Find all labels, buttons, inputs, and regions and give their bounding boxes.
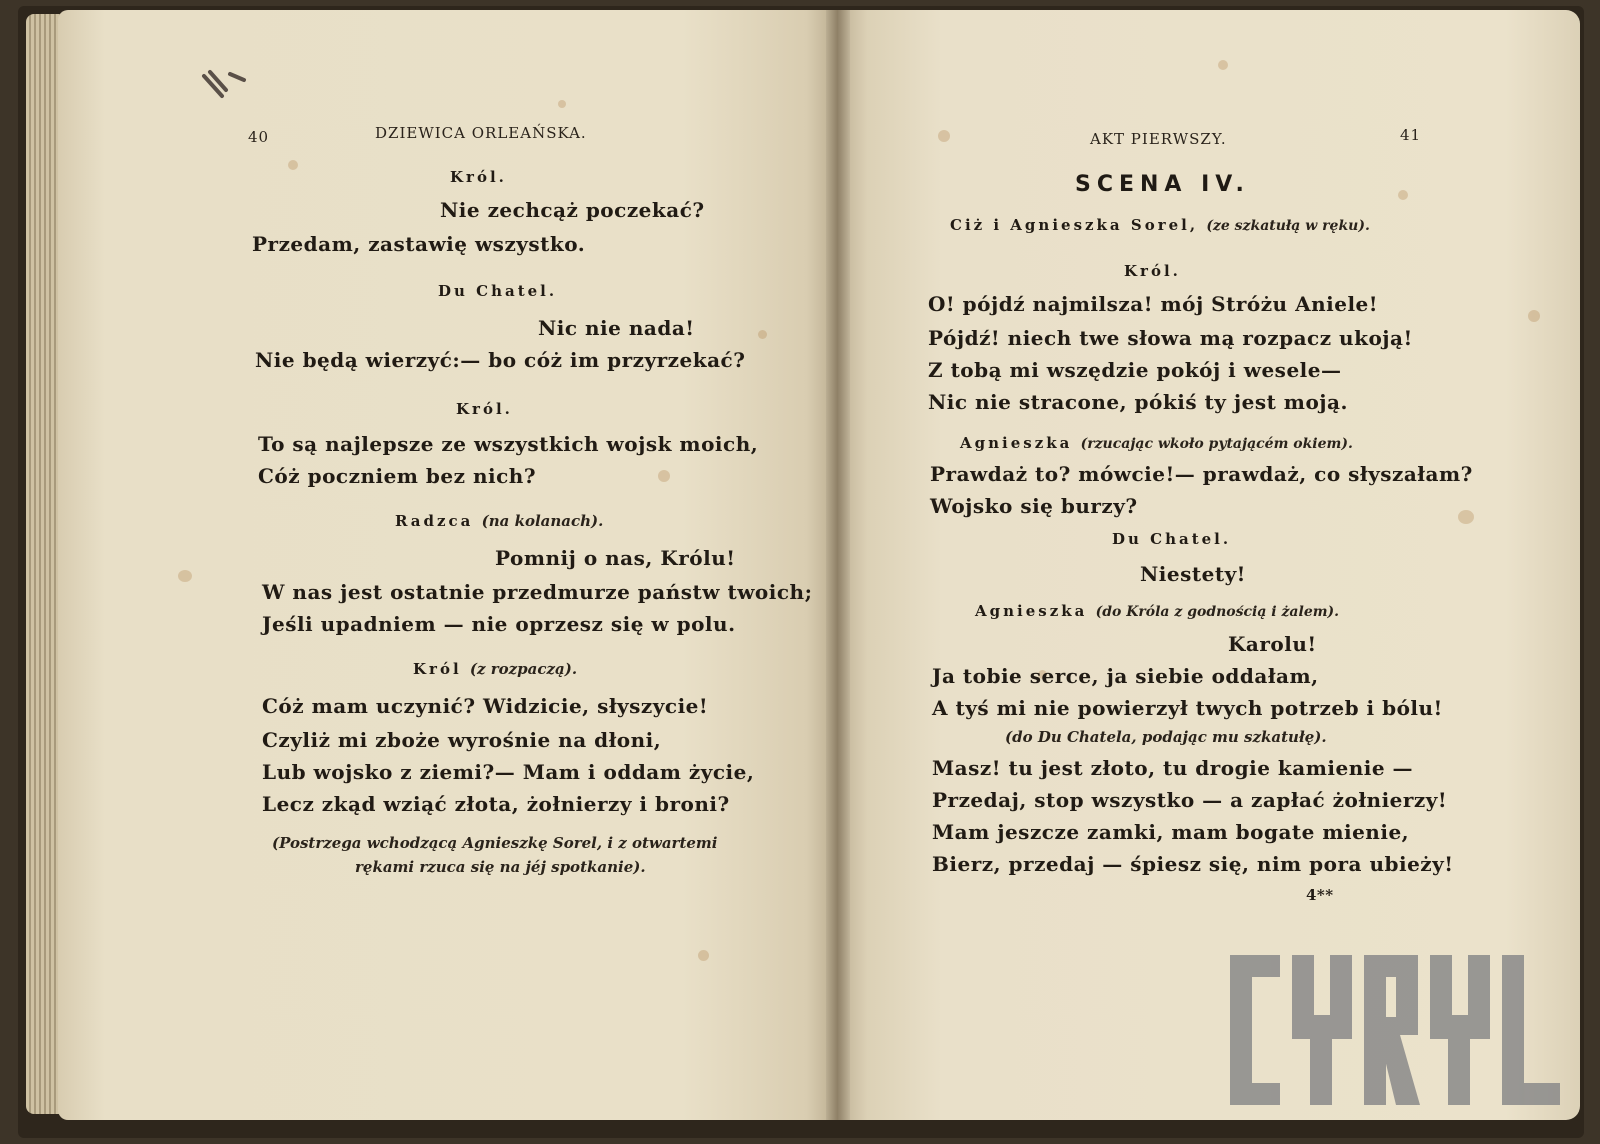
verse-line: Masz! tu jest złoto, tu drogie kamienie — (932, 756, 1414, 780)
verse-line: Pomnij o nas, Królu! (495, 546, 736, 570)
book-gutter (826, 10, 850, 1120)
verse-line: A tyś mi nie powierzył twych potrzeb i bólu! (932, 696, 1443, 720)
verse-line: Ja tobie serce, ja siebie oddałam, (932, 664, 1319, 688)
speaker-name (975, 602, 1339, 620)
verse-line: Cóż mam uczynić? Widzicie, słyszycie! (262, 694, 709, 718)
verse-line: Jeśli upadniem — nie oprzesz się w polu. (262, 612, 736, 636)
foxing-spot (658, 470, 670, 482)
running-head-left: DZIEWICA ORLEAŃSKA. (375, 124, 587, 142)
speaker-name: Du Chatel. (1112, 530, 1232, 548)
running-head-right: AKT PIERWSZY. (1090, 130, 1227, 148)
stage-direction: (z rozpaczą). (469, 660, 578, 678)
verse-line: Z tobą mi wszędzie pokój i wesele— (928, 358, 1342, 382)
stage-direction: (na kolanach). (481, 512, 604, 530)
verse-line: Cóż poczniem bez nich? (258, 464, 537, 488)
foxing-spot (178, 570, 192, 582)
verse-line: Karolu! (1228, 632, 1317, 656)
cyryl-logo-icon (1230, 955, 1560, 1105)
verse-line: Prawdaż to? mówcie!— prawdaż, co słyszałam? (930, 462, 1473, 486)
speaker-name (395, 512, 603, 530)
stage-direction: (ze szkatułą w ręku). (1206, 218, 1370, 234)
stage-direction: (do Króla z godnością i żalem). (1095, 604, 1340, 620)
scene-title: SCENA IV. (1075, 172, 1250, 197)
verse-line: Mam jeszcze zamki, mam bogate mienie, (932, 820, 1410, 844)
foxing-spot (938, 130, 950, 142)
foxing-spot (1218, 60, 1228, 70)
foxing-spot (1458, 510, 1474, 524)
verse-line: Lecz zkąd wziąć złota, żołnierzy i broni? (262, 792, 730, 816)
page-number-left: 40 (248, 128, 270, 146)
speaker-name: Król. (456, 400, 513, 418)
foxing-spot (288, 160, 298, 170)
speaker-label: Agnieszka (975, 602, 1088, 620)
verse-line: Nic nie stracone, pókiś ty jest moją. (928, 390, 1348, 414)
speaker-name: Król. (1124, 262, 1181, 280)
speaker-name: Król. (450, 168, 507, 186)
foxing-spot (1398, 190, 1408, 200)
signature-mark: 4** (1306, 886, 1334, 904)
verse-line: Nic nie nada! (538, 316, 695, 340)
speaker-name (950, 216, 1370, 234)
verse-line: Czyliż mi zboże wyrośnie na dłoni, (262, 728, 662, 752)
verse-line: W nas jest ostatnie przedmurze państw twoich; (262, 580, 813, 604)
verse-line: Niestety! (1140, 562, 1246, 586)
verse-line: Przedam, zastawię wszystko. (252, 232, 586, 256)
verse-line: Pójdź! niech twe słowa mą rozpacz ukoją! (928, 326, 1413, 350)
foxing-spot (758, 330, 767, 339)
verse-line: Nie będą wierzyć:— bo cóż im przyrzekać? (255, 348, 746, 372)
pencil-mark-icon (200, 66, 250, 106)
verse-line: Przedaj, stop wszystko — a zapłać żołnierzy! (932, 788, 1448, 812)
speaker-name (413, 660, 577, 678)
verse-line: Bierz, przedaj — śpiesz się, nim pora ubieży! (932, 852, 1454, 876)
stage-direction: (rzucając wkoło pytającém okiem). (1080, 436, 1353, 452)
verse-line: Lub wojsko z ziemi?— Mam i oddam życie, (262, 760, 755, 784)
foxing-spot (558, 100, 566, 108)
stage-direction: (Postrzega wchodzącą Agnieszkę Sorel, i z otwartemi (272, 834, 718, 852)
verse-line: O! pójdź najmilsza! mój Stróżu Aniele! (928, 292, 1379, 316)
verse-line: Nie zechcąż poczekać? (440, 198, 705, 222)
speaker-label: Radzca (395, 512, 474, 530)
foxing-spot (698, 950, 709, 961)
page-number-right: 41 (1400, 126, 1422, 144)
stage-direction: (do Du Chatela, podając mu szkatułę). (1005, 728, 1327, 746)
stage-direction: rękami rzuca się na jéj spotkanie). (355, 858, 646, 876)
speaker-name (960, 434, 1353, 452)
speaker-label: Agnieszka (960, 434, 1073, 452)
verse-line: To są najlepsze ze wszystkich wojsk moich, (258, 432, 759, 456)
speaker-label: Ciż i Agnieszka Sorel, (950, 216, 1199, 234)
speaker-label: Król (413, 660, 462, 678)
foxing-spot (1528, 310, 1540, 322)
verse-line: Wojsko się burzy? (930, 494, 1138, 518)
speaker-name: Du Chatel. (438, 282, 558, 300)
